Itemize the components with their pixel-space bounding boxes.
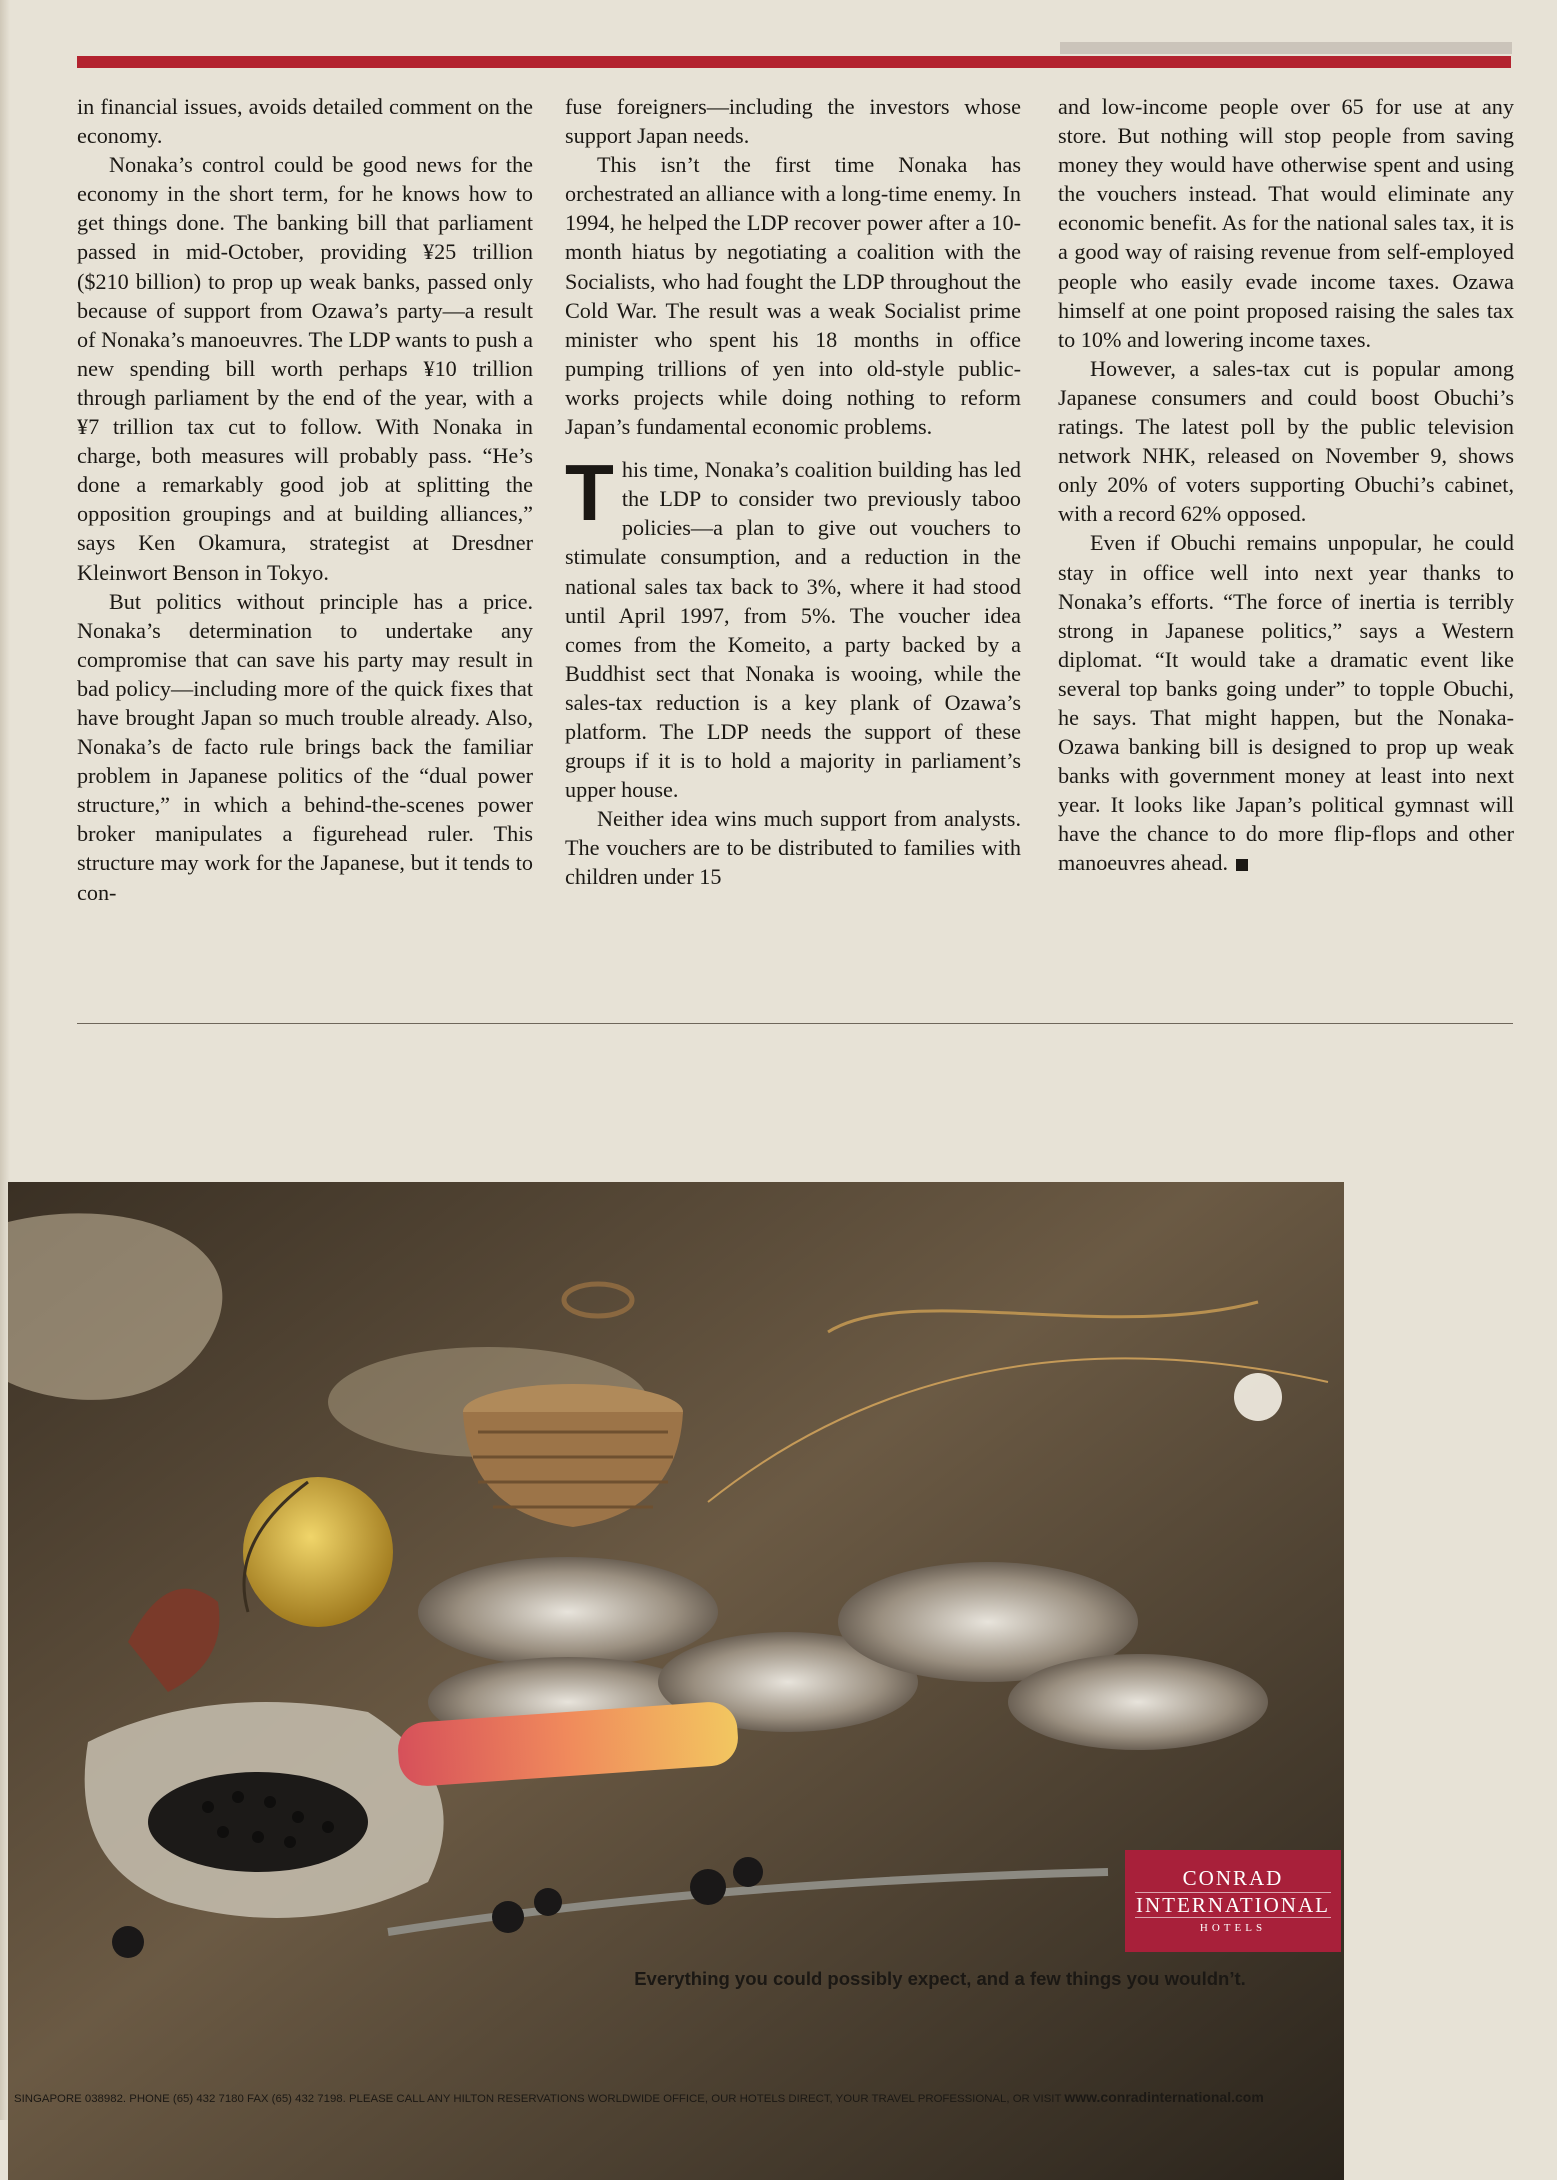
bleed-through-bar — [1060, 42, 1512, 54]
article-paragraph: This isn’t the first time Nonaka has orchestrated an alliance with a long-time enemy. In 1994, he helped the LDP recover power after a 10-month hiatus by negotiating a coalition with the Socialists, who had fought the LDP throughout the Cold War. The result was a weak Socialist prime minister who spent his 18 months in office pumping trillions of yen into old-style public-works projects while doing nothing to reform Japan’s fundamental economic problems. — [565, 152, 1021, 440]
article-paragraph: Nonaka’s control could be good news for the economy in the short term, for he knows how to get things done. The banking bill that parliament passed in mid-October, providing ¥25 trillion ($210 billion) to prop up weak banks, passed only because of support from Ozawa’s party—a result of Nonaka’s manoeuvres. The LDP wants to push a new spending bill worth perhaps ¥10 trillion through parliament by the end of the year, with a ¥7 trillion tax cut to follow. With Nonaka in charge, both measures will probably pass. “He’s done a remarkably good job at splitting the opposition groupings and at building alliances,” says Ken Okamura, strategist at Dresdner Kleinwort Benson in Tokyo. — [77, 152, 533, 585]
advertisement-photo — [8, 1182, 1344, 2180]
footer-website-link[interactable]: www.conradinternational.com — [1064, 2089, 1264, 2105]
ad-footer — [14, 2089, 1544, 2105]
article-column-1 — [77, 92, 533, 907]
still-life-illustration — [8, 1182, 1344, 2180]
article-paragraph: fuse foreigners—including the investors whose support Japan needs. — [565, 94, 1021, 149]
article-column-3 — [1058, 92, 1514, 878]
article-paragraph: in financial issues, avoids detailed comment on the economy. — [77, 94, 533, 149]
brand-line-2: INTERNATIONAL — [1136, 1893, 1330, 1917]
section-divider — [77, 1023, 1513, 1024]
article-paragraph-text: his time, Nonaka’s coalition building has led the LDP to consider two previously taboo policies—a plan to give out vouchers to stimulate consumption, and a reduction in the national sales tax back to 3%, where it had stood until April 1997, from 5%. The voucher idea comes from the Komeito, a party backed by a Buddhist sect that Nonaka is wooing, while the sales-tax reduction is a key plank of Ozawa’s platform. The LDP needs the support of these groups if it is to hold a majority in parliament’s upper house. — [565, 457, 1021, 803]
article-paragraph: But politics without principle has a price. Nonaka’s determination to undertake any compromise that can save his party may result in bad policy—including more of the quick fixes that have brought Japan so much trouble already. Also, Nonaka’s de facto rule brings back the familiar problem in Japanese politics of the “dual power structure,” in which a behind-the-scenes power broker manipulates a figurehead ruler. This structure may work for the Japanese, but it tends to con- — [77, 588, 533, 905]
header-rule-red — [77, 56, 1511, 68]
brand-line-3: HOTELS — [1199, 1922, 1267, 1934]
article-paragraph-dropcap — [565, 448, 1021, 804]
drop-cap: T — [565, 448, 614, 538]
end-mark-icon — [1236, 859, 1248, 871]
footer-contact: SINGAPORE 038982. PHONE (65) 432 7180 FAX (65) 432 7198. PLEASE CALL ANY HILTON RESERVATIONS WORLDWIDE OFFICE, OUR HOTELS DIRECT, YOUR TRAVEL PROFESSIONAL, OR VISIT — [14, 2093, 1065, 2105]
article-paragraph: Neither idea wins much support from analysts. The vouchers are to be distributed to families with children under 15 — [565, 806, 1021, 890]
brand-line-1: CONRAD — [1182, 1866, 1284, 1890]
article-paragraph-text: Even if Obuchi remains unpopular, he could stay in office well into next year thanks to Nonaka’s efforts. “The force of inertia is terribly strong in Japanese politics,” says a Western diplomat. “It would take a dramatic event like several top banks going under” to topple Obuchi, he says. That might happen, but the Nonaka-Ozawa banking bill is designed to prop up weak banks with government money at least into next year. It looks like Japan’s political gymnast will have the chance to do more flip-flops and other manoeuvres ahead. — [1058, 530, 1514, 876]
ad-tagline: Everything you could possibly expect, and a few things you wouldn’t. — [634, 1968, 1246, 1989]
article-body — [77, 92, 1513, 1007]
article-paragraph: and low-income people over 65 for use at any store. But nothing will stop people from saving money they would have otherwise spent and using the vouchers instead. That would eliminate any economic benefit. As for the national sales tax, it is a good way of raising revenue from self-employed people who easily evade income taxes. Ozawa himself at one point proposed raising the sales tax to 10% and lowering income taxes. — [1058, 94, 1514, 352]
article-column-2 — [565, 92, 1021, 892]
article-paragraph: However, a sales-tax cut is popular among Japanese consumers and could boost Obuchi’s ratings. The latest poll by the public television network NHK, released on November 9, shows only 20% of voters supporting Obuchi’s cabinet, with a record 62% opposed. — [1058, 355, 1514, 527]
article-paragraph-final — [1058, 528, 1514, 877]
conrad-brand-logo — [1125, 1850, 1341, 1952]
